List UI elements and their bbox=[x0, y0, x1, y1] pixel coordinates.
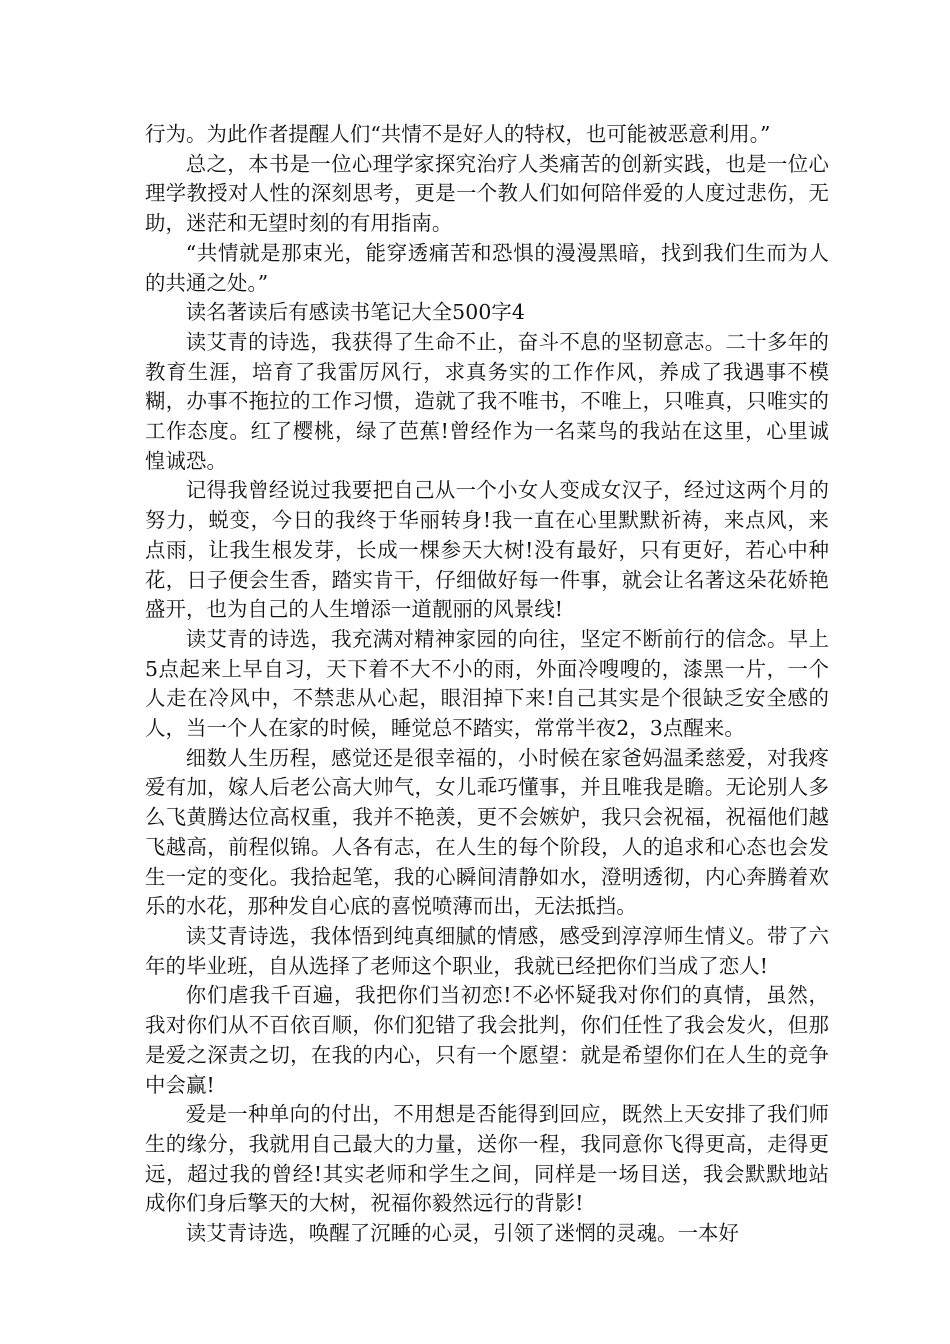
paragraph-summary: 总之，本书是一位心理学家探究治疗人类痛苦的创新实践，也是一位心理学教授对人性的深刻思考，更是一个教人们如何陪伴爱的人度过悲伤，无助，迷茫和无望时刻的有用指南。 bbox=[145, 151, 829, 236]
paragraph: 细数人生历程，感觉还是很幸福的，小时候在家爸妈温柔慈爱，对我疼爱有加，嫁人后老公高大帅气，女儿乖巧懂事，并且唯我是瞻。无论别人多么飞黄腾达位高权重，我并不艳羡，更不会嫉妒，我只会祝福，祝福他们越飞越高，前程似锦。人各有志，在人生的每个阶段，人的追求和心态也会发生一定的变化。我拾起笔，我的心瞬间清静如水，澄明透彻，内心奔腾着欢乐的水花，那种发自心底的喜悦喷薄而出，无法抵挡。 bbox=[145, 745, 829, 919]
paragraph: 爱是一种单向的付出，不用想是否能得到回应，既然上天安排了我们师生的缘分，我就用自己最大的力量，送你一程，我同意你飞得更高，走得更远，超过我的曾经!其实老师和学生之间，同样是一场目送，我会默默地站成你们身后擎天的大树，祝福你毅然远行的背影! bbox=[145, 1102, 829, 1216]
paragraph: 读艾青的诗选，我获得了生命不止，奋斗不息的坚韧意志。二十多年的教育生涯，培育了我雷厉风行，求真务实的工作作风，养成了我遇事不模糊，办事不拖拉的工作习惯，造就了我不唯书，不唯上，只唯真，只唯实的工作态度。红了樱桃，绿了芭蕉!曾经作为一名菜鸟的我站在这里，心里诚惶诚恐。 bbox=[145, 329, 829, 473]
document-page bbox=[145, 120, 829, 1249]
paragraph: 读艾青的诗选，我充满对精神家园的向往，坚定不断前行的信念。早上5点起来上早自习，天下着不大不小的雨，外面冷嗖嗖的，漆黑一片，一个人走在冷风中，不禁悲从心起，眼泪掉下来!自己其实是个很缺乏安全感的人，当一个人在家的时候，睡觉总不踏实，常常半夜2，3点醒来。 bbox=[145, 626, 829, 741]
paragraph: 记得我曾经说过我要把自己从一个小女人变成女汉子，经过这两个月的努力，蜕变，今日的我终于华丽转身!我一直在心里默默祈祷，来点风，来点雨，让我生根发芽，长成一棵参天大树!没有最好，只有更好，若心中种花，日子便会生香，踏实肯干，仔细做好每一件事，就会让名著这朵花娇艳盛开，也为自己的人生增添一道靓丽的风景线! bbox=[145, 478, 829, 622]
section-heading: 读名著读后有感读书笔记大全500字4 bbox=[185, 300, 525, 325]
paragraph-quote: “共情就是那束光，能穿透痛苦和恐惧的漫漫黑暗，找到我们生而为人的共通之处。” bbox=[145, 240, 829, 295]
paragraph-continued: 行为。为此作者提醒人们“共情不是好人的特权，也可能被恶意利用。” bbox=[145, 122, 771, 146]
paragraph: 你们虐我千百遍，我把你们当初恋!不必怀疑我对你们的真情，虽然，我对你们从不百依百顺，你们犯错了我会批判，你们任性了我会发火，但那是爱之深责之切，在我的内心，只有一个愿望：就是希望你们在人生的竞争中会赢! bbox=[145, 983, 829, 1097]
paragraph-truncated: 读艾青诗选，唤醒了沉睡的心灵，引领了迷惘的灵魂。一本好 bbox=[185, 1221, 740, 1246]
paragraph: 读艾青诗选，我体悟到纯真细腻的情感，感受到淳淳师生情义。带了六年的毕业班，自从选择了老师这个职业，我就已经把你们当成了恋人! bbox=[145, 923, 829, 978]
